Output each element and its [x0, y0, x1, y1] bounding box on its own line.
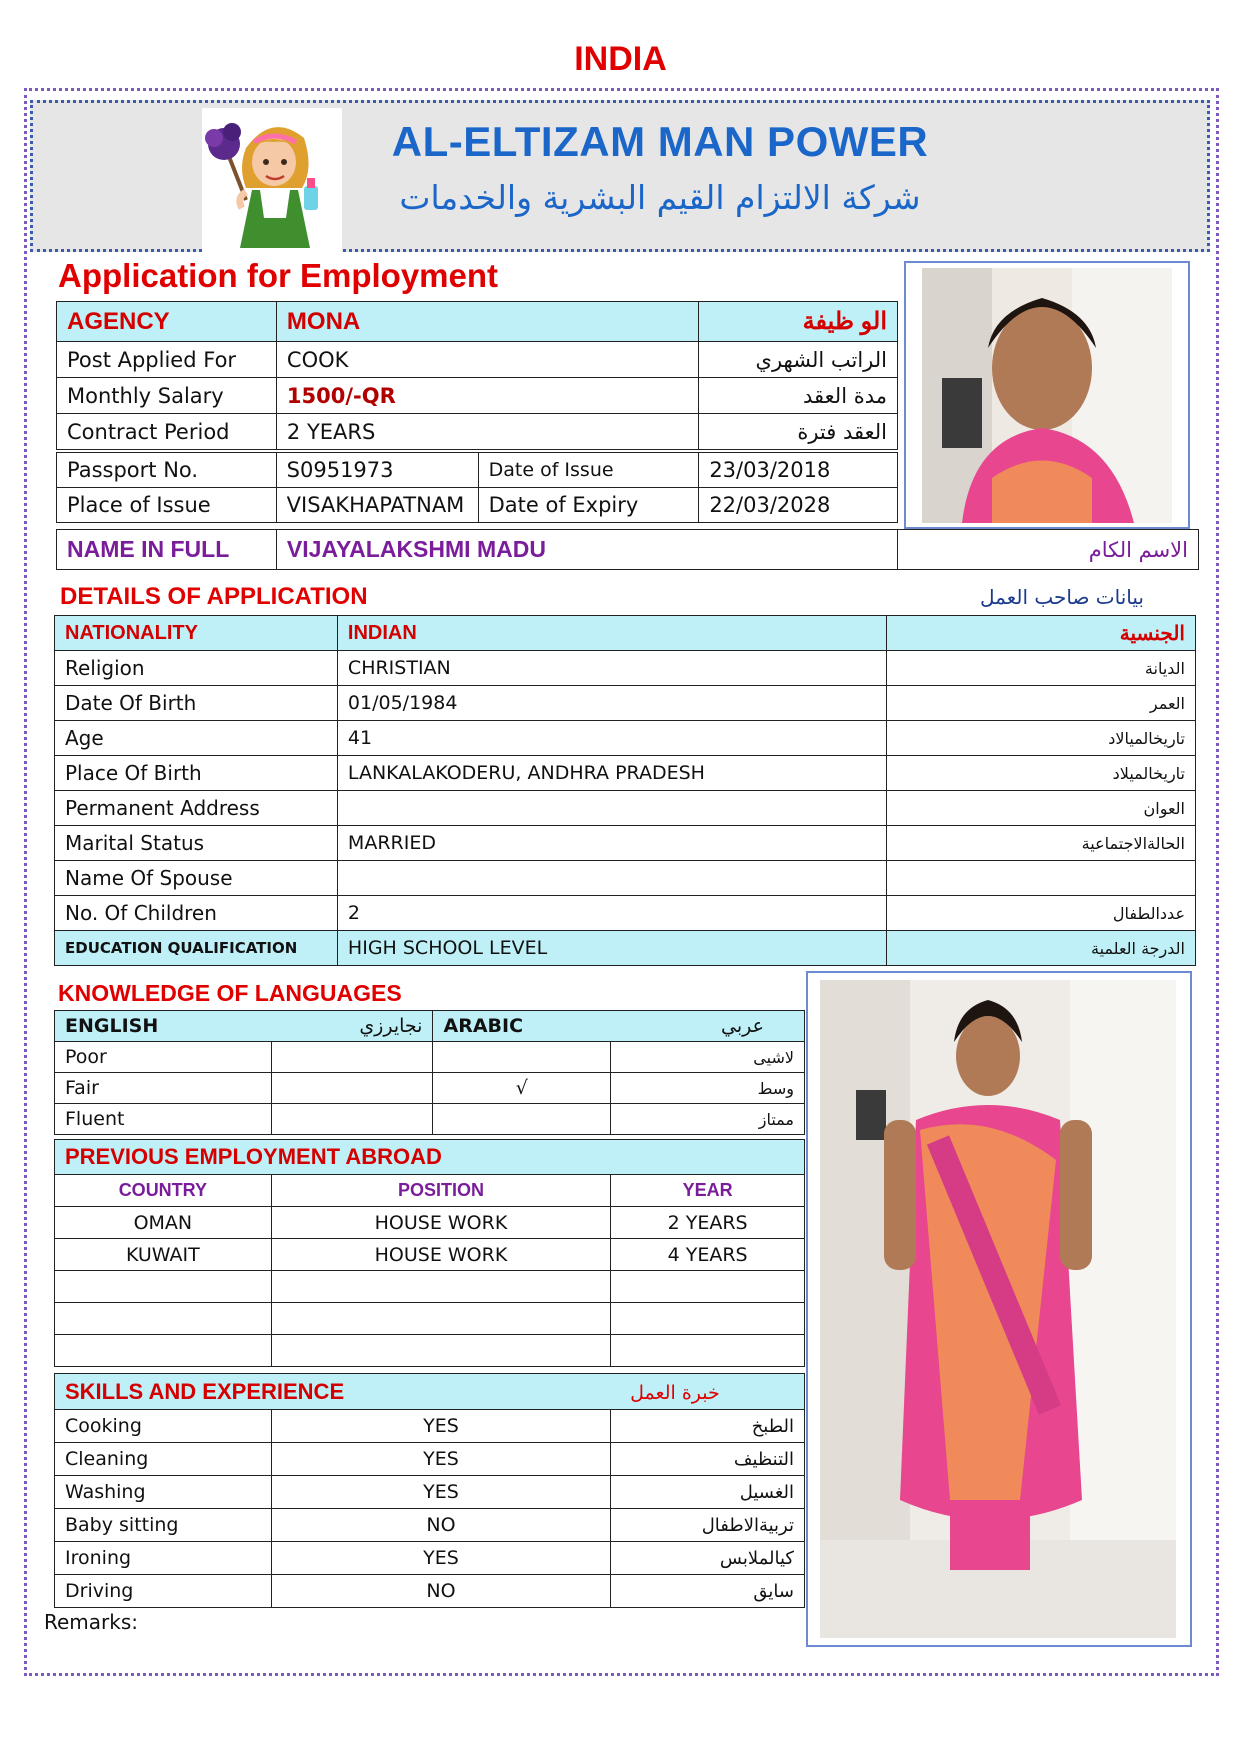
english-level-mark: [271, 1042, 433, 1073]
agency-label: AGENCY: [57, 302, 277, 342]
skill-value: YES: [271, 1542, 610, 1575]
company-name: AL-ELTIZAM MAN POWER: [391, 118, 929, 165]
skill-label-arabic: تربيةالاطفال: [611, 1509, 805, 1542]
employment-country: [55, 1303, 272, 1335]
agency-label-arabic: الو ظيفة: [699, 302, 898, 342]
passport-number-value: S0951973: [276, 453, 478, 488]
english-label-arabic: نجايرزي: [359, 1015, 423, 1037]
languages-section-title: KNOWLEDGE OF LANGUAGES: [58, 980, 402, 1006]
employment-position: HOUSE WORK: [271, 1207, 611, 1239]
arabic-label-arabic: عربي: [721, 1015, 764, 1037]
details-row: [55, 896, 1196, 931]
full-name-label: NAME IN FULL: [57, 530, 277, 570]
details-section-title-arabic: بيانات صاحب العمل: [980, 585, 1144, 609]
skill-label: Cooking: [55, 1410, 272, 1443]
salary-value: 1500/-QR: [276, 378, 698, 414]
remarks-label: Remarks:: [44, 1610, 139, 1634]
address-value: [337, 791, 887, 826]
religion-label-arabic: الديانة: [887, 651, 1196, 686]
language-level-arabic: وسط: [611, 1073, 805, 1104]
job-info-table: [56, 301, 898, 450]
skill-row: [55, 1575, 805, 1608]
skills-section-header: [55, 1374, 805, 1410]
languages-table: [54, 1010, 805, 1135]
children-value: 2: [337, 896, 887, 931]
details-row: [55, 791, 1196, 826]
spouse-value: [337, 861, 887, 896]
employment-row: [55, 1207, 805, 1239]
education-value: HIGH SCHOOL LEVEL: [337, 931, 887, 966]
details-table: [54, 615, 1196, 966]
employment-country: KUWAIT: [55, 1239, 272, 1271]
passport-table: [56, 452, 898, 523]
details-section-title: DETAILS OF APPLICATION: [60, 583, 368, 610]
headshot-photo: [922, 268, 1172, 523]
religion-value: CHRISTIAN: [337, 651, 887, 686]
skill-value: YES: [271, 1443, 610, 1476]
country-title: INDIA: [574, 40, 667, 78]
skill-value: NO: [271, 1509, 610, 1542]
employment-country: [55, 1335, 272, 1367]
arabic-level-mark: [433, 1104, 611, 1135]
contract-value: 2 YEARS: [276, 414, 698, 450]
education-label-arabic: الدرجة العلمية: [887, 931, 1196, 966]
employment-table: [54, 1139, 805, 1367]
language-level-arabic: لاشيى: [611, 1042, 805, 1073]
nationality-label: NATIONALITY: [55, 616, 338, 651]
age-label: Age: [55, 721, 338, 756]
details-row: [55, 651, 1196, 686]
skill-label-arabic: الغسيل: [611, 1476, 805, 1509]
skill-label-arabic: سايق: [611, 1575, 805, 1608]
skills-table: [54, 1373, 805, 1608]
employment-country: OMAN: [55, 1207, 272, 1239]
skill-row: [55, 1443, 805, 1476]
employment-position: [271, 1303, 611, 1335]
marital-status-value: MARRIED: [337, 826, 887, 861]
employment-year: [611, 1303, 805, 1335]
expiry-date-value: 22/03/2028: [699, 488, 898, 523]
employment-row: [55, 1335, 805, 1367]
company-name-arabic: شركة الالتزام القيم البشرية والخدمات: [399, 178, 921, 217]
employment-row: [55, 1239, 805, 1271]
contract-label: Contract Period: [57, 414, 277, 450]
skill-label: Ironing: [55, 1542, 272, 1575]
english-level-mark: [271, 1073, 433, 1104]
skill-label-arabic: التنظيف: [611, 1443, 805, 1476]
language-level-row: [55, 1104, 805, 1135]
arabic-label: ARABIC: [443, 1015, 524, 1037]
language-level-label: Fluent: [55, 1104, 272, 1135]
agency-value: MONA: [276, 302, 698, 342]
skills-section-title: SKILLS AND EXPERIENCE: [65, 1378, 345, 1404]
marital-status-label: Marital Status: [55, 826, 338, 861]
dob-label: Date Of Birth: [55, 686, 338, 721]
place-of-birth-label: Place Of Birth: [55, 756, 338, 791]
employment-position: [271, 1335, 611, 1367]
full-name-value: VIJAYALAKSHMI MADU: [276, 530, 897, 570]
arabic-column-header: [433, 1011, 805, 1042]
skill-row: [55, 1410, 805, 1443]
country-column-header: COUNTRY: [55, 1175, 272, 1207]
details-row: [55, 686, 1196, 721]
employment-country: [55, 1271, 272, 1303]
skill-row: [55, 1509, 805, 1542]
employment-year: [611, 1271, 805, 1303]
language-level-label: Fair: [55, 1073, 272, 1104]
employment-section-title: PREVIOUS EMPLOYMENT ABROAD: [55, 1140, 805, 1175]
skill-value: NO: [271, 1575, 610, 1608]
arabic-level-mark: [433, 1042, 611, 1073]
maid-logo-icon: [202, 108, 342, 252]
marital-status-label-arabic: الحالةالاجتماعية: [887, 826, 1196, 861]
full-body-photo: [820, 980, 1176, 1638]
details-row: [55, 931, 1196, 966]
salary-label-arabic: مدة العقد: [699, 378, 898, 414]
post-value: COOK: [276, 342, 698, 378]
skill-label: Cleaning: [55, 1443, 272, 1476]
children-label: No. Of Children: [55, 896, 338, 931]
year-column-header: YEAR: [611, 1175, 805, 1207]
place-of-issue-value: VISAKHAPATNAM: [276, 488, 478, 523]
details-row: [55, 861, 1196, 896]
employment-year: [611, 1335, 805, 1367]
education-label: EDUCATION QUALIFICATION: [55, 931, 338, 966]
skill-label-arabic: الطبخ: [611, 1410, 805, 1443]
post-label: Post Applied For: [57, 342, 277, 378]
issue-date-label: Date of Issue: [478, 453, 699, 488]
language-level-arabic: ممتاز: [611, 1104, 805, 1135]
skill-row: [55, 1542, 805, 1575]
english-level-mark: [271, 1104, 433, 1135]
employment-position: [271, 1271, 611, 1303]
skill-value: YES: [271, 1476, 610, 1509]
address-label-arabic: العوان: [887, 791, 1196, 826]
skills-section-title-arabic: خبرة العمل: [630, 1381, 720, 1404]
details-row: [55, 721, 1196, 756]
spouse-label: Name Of Spouse: [55, 861, 338, 896]
employment-row: [55, 1271, 805, 1303]
place-of-birth-value: LANKALAKODERU, ANDHRA PRADESH: [337, 756, 887, 791]
religion-label: Religion: [55, 651, 338, 686]
salary-label: Monthly Salary: [57, 378, 277, 414]
arabic-level-mark: √: [433, 1073, 611, 1104]
employment-year: 4 YEARS: [611, 1239, 805, 1271]
language-level-row: [55, 1042, 805, 1073]
contract-label-arabic: العقد فترة: [699, 414, 898, 450]
passport-number-label: Passport No.: [57, 453, 277, 488]
employment-position: HOUSE WORK: [271, 1239, 611, 1271]
issue-date-value: 23/03/2018: [699, 453, 898, 488]
details-row: [55, 616, 1196, 651]
dob-label-arabic: العمر: [887, 686, 1196, 721]
dob-value: 01/05/1984: [337, 686, 887, 721]
skill-label: Washing: [55, 1476, 272, 1509]
position-column-header: POSITION: [271, 1175, 611, 1207]
nationality-value: INDIAN: [337, 616, 887, 651]
skill-label: Driving: [55, 1575, 272, 1608]
place-of-birth-label-arabic: تاريخالميلاد: [887, 756, 1196, 791]
skill-value: YES: [271, 1410, 610, 1443]
full-name-label-arabic: الاسم الكام: [898, 530, 1199, 570]
skill-row: [55, 1476, 805, 1509]
age-value: 41: [337, 721, 887, 756]
age-label-arabic: تاريخالميالاد: [887, 721, 1196, 756]
skill-label-arabic: كيالملابس: [611, 1542, 805, 1575]
employment-year: 2 YEARS: [611, 1207, 805, 1239]
name-table: [56, 529, 1199, 570]
language-level-row: [55, 1073, 805, 1104]
spouse-label-arabic: [887, 861, 1196, 896]
language-level-label: Poor: [55, 1042, 272, 1073]
post-label-arabic: الراتب الشهري: [699, 342, 898, 378]
form-title: Application for Employment: [58, 257, 499, 294]
children-label-arabic: عددالطفال: [887, 896, 1196, 931]
nationality-label-arabic: الجنسية: [887, 616, 1196, 651]
employment-row: [55, 1303, 805, 1335]
expiry-date-label: Date of Expiry: [478, 488, 699, 523]
address-label: Permanent Address: [55, 791, 338, 826]
place-of-issue-label: Place of Issue: [57, 488, 277, 523]
english-column-header: [55, 1011, 433, 1042]
details-row: [55, 826, 1196, 861]
details-row: [55, 756, 1196, 791]
english-label: ENGLISH: [65, 1015, 159, 1037]
skill-label: Baby sitting: [55, 1509, 272, 1542]
